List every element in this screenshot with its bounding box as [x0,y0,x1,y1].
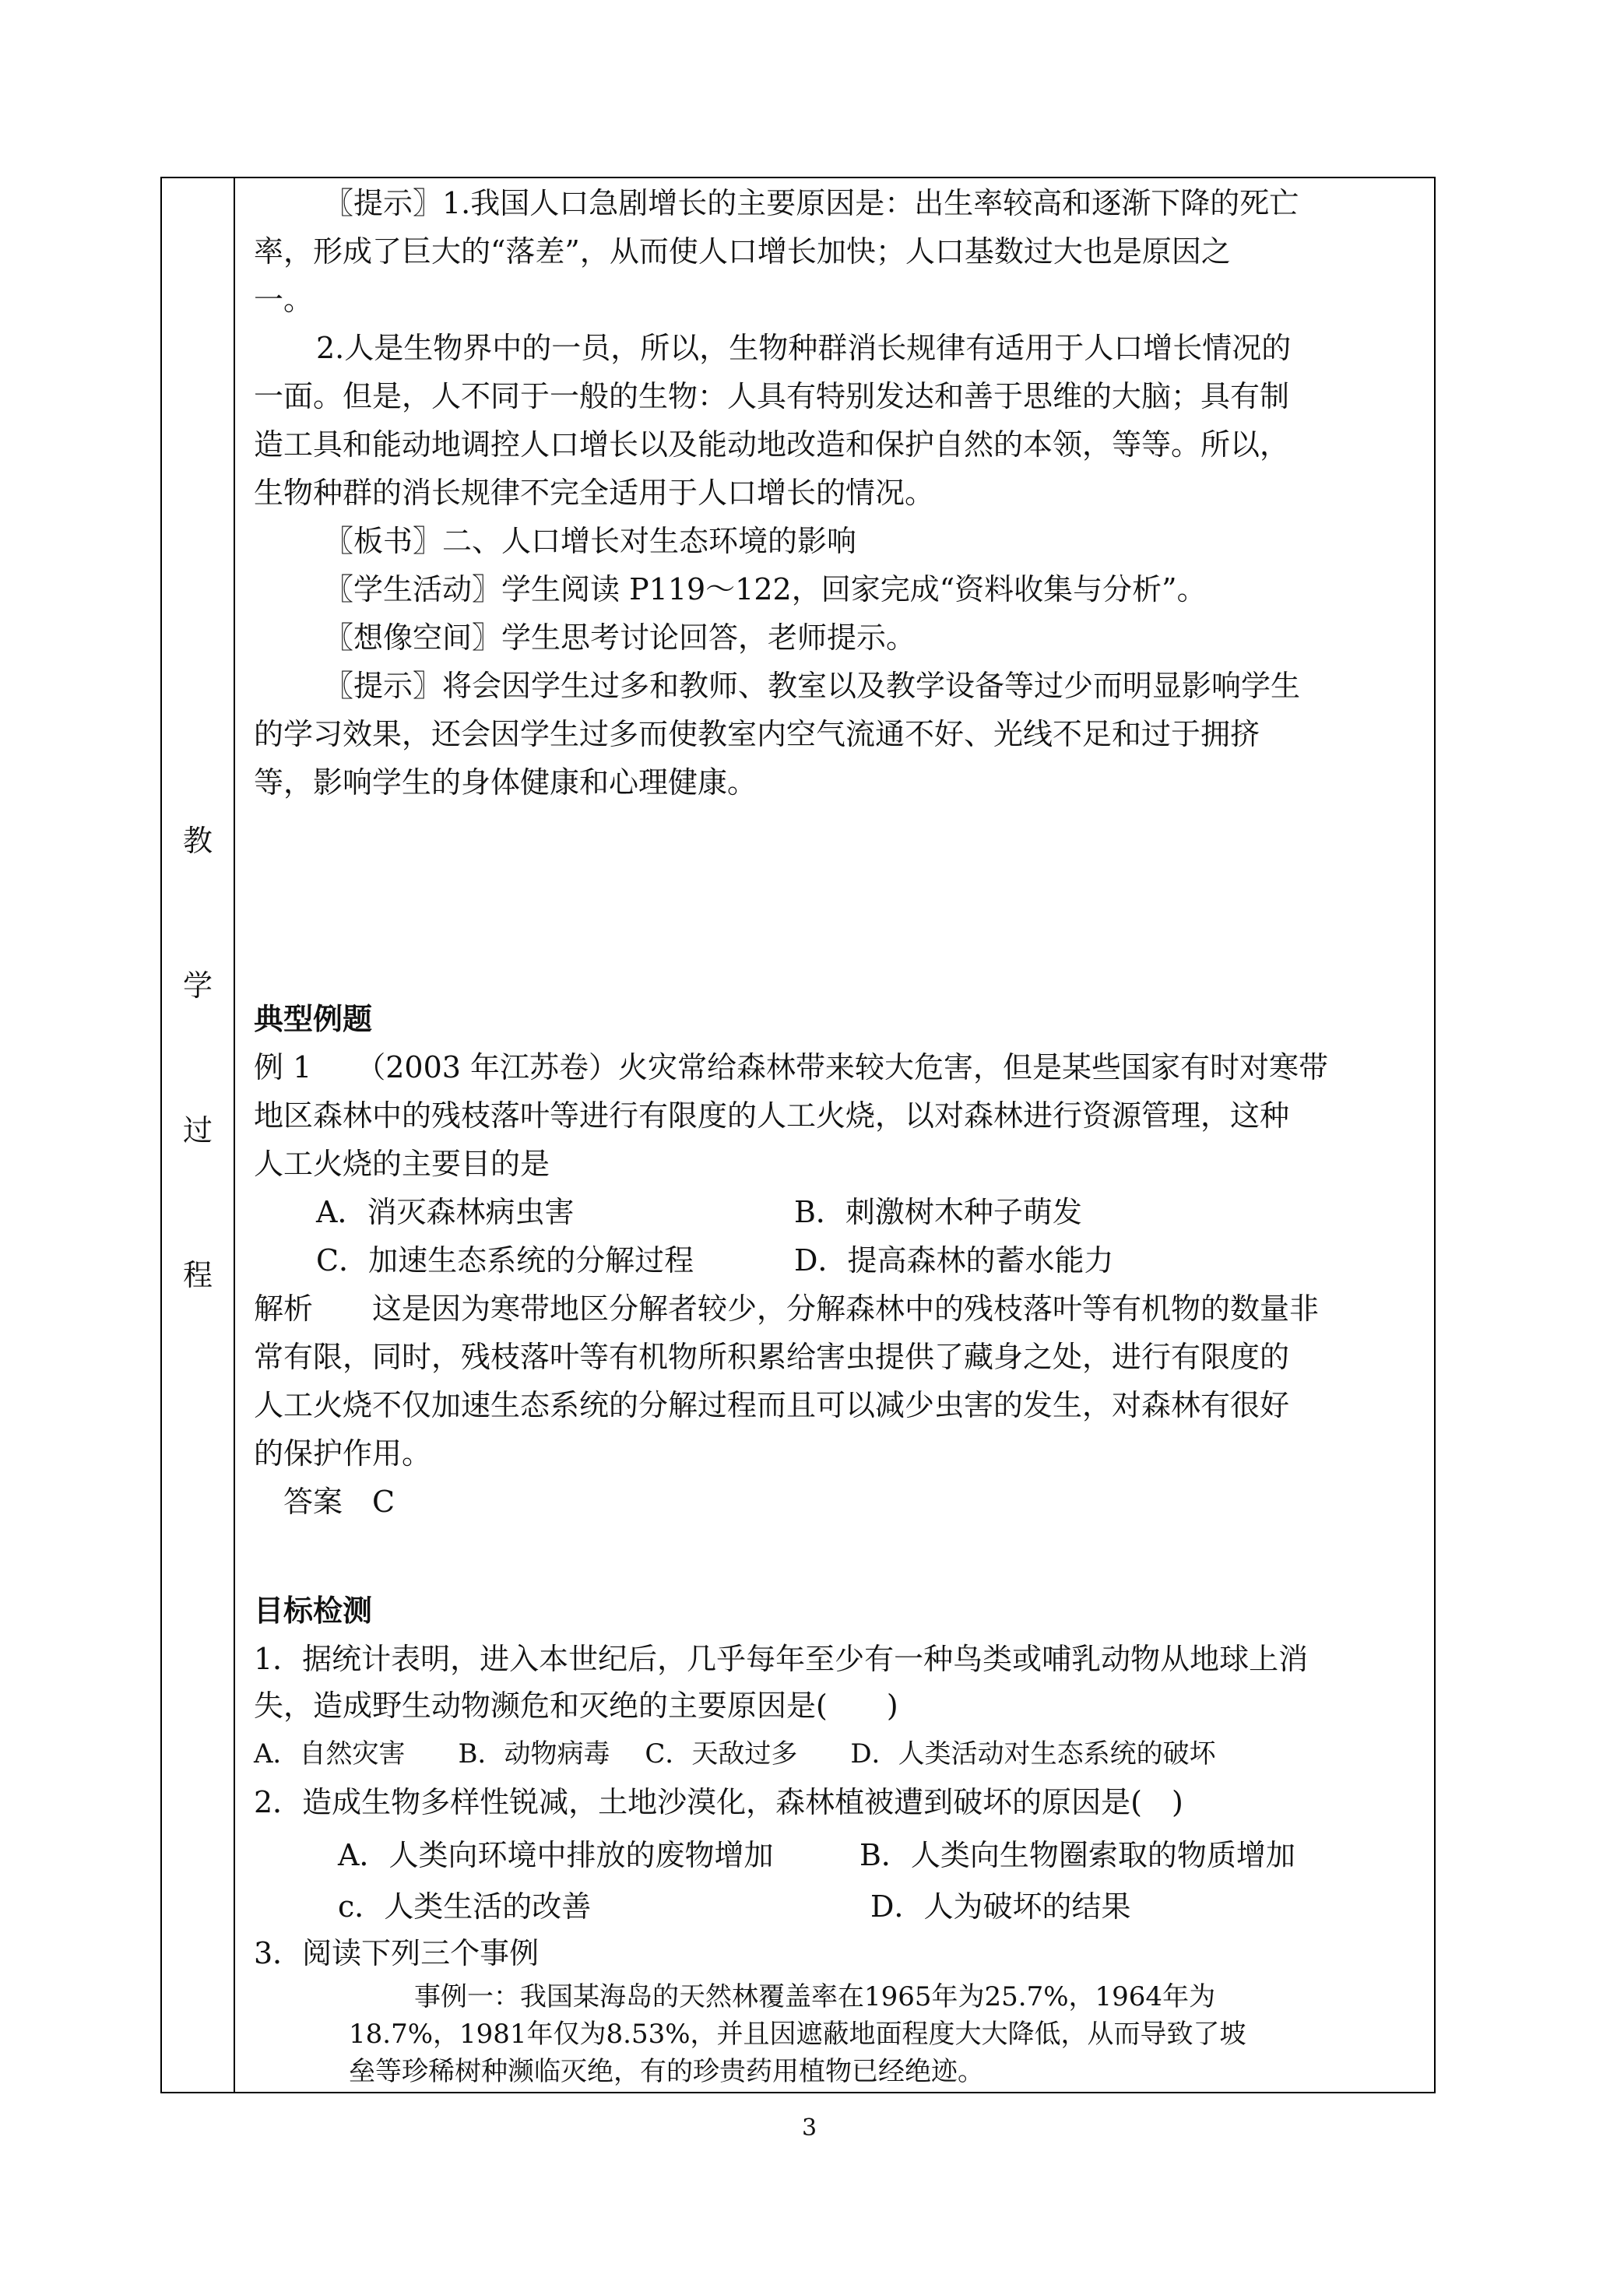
text-line: 〖提示〗将会因学生过多和教师、教室以及教学设备等过少而明显影响学生 [324,669,1301,703]
section-heading: 目标检测 [254,1593,373,1628]
text-line: 解析 这是因为寒带地区分解者较少，分解森林中的残枝落叶等有机物的数量非 [254,1292,1320,1326]
text-line: 人工火烧的主要目的是 [254,1147,550,1181]
text-line: 例 1 （2003 年江苏卷）火灾常给森林带来较大危害，但是某些国家有时对寒带 [254,1050,1329,1084]
option-text: A．自然灾害 B．动物病毒 C．天敌过多 D．人类活动对生态系统的破坏 [254,1738,1216,1770]
text-line: 18.7%，1981年仅为8.53%，并且因遮蔽地面程度大大降低，从而导致了坡 [349,2019,1246,2050]
text-line: 〖提示〗1.我国人口急剧增长的主要原因是：出生率较高和逐渐下降的死亡 [324,186,1299,220]
option-text: A．人类向环境中排放的废物增加 [338,1838,774,1872]
option-text: c．人类生活的改善 [338,1889,592,1924]
text-line: 〖学生活动〗学生阅读 P119～122，回家完成“资料收集与分析”。 [324,572,1207,606]
text-line: 失，造成野生动物濒危和灭绝的主要原因是( ) [254,1689,898,1723]
column-divider [234,178,235,2092]
option-text: D．人为破坏的结果 [870,1889,1131,1924]
side-label-char: 过 [182,1113,213,1148]
text-line: 2．造成生物多样性锐减，土地沙漠化，森林植被遭到破坏的原因是( ) [254,1785,1183,1819]
text-line: 事例一：我国某海岛的天然林覆盖率在1965年为25.7%，1964年为 [414,1981,1216,2012]
text-line: 率，形成了巨大的“落差”，从而使人口增长加快；人口基数过大也是原因之 [254,234,1231,269]
text-line: 〖想像空间〗学生思考讨论回答，老师提示。 [324,620,916,655]
text-line: 1．据统计表明，进入本世纪后，几乎每年至少有一种鸟类或哺乳动物从地球上消 [254,1642,1309,1676]
option-text: B．刺激树木种子萌发 [794,1195,1082,1229]
text-line: 2.人是生物界中的一员，所以，生物种群消长规律有适用于人口增长情况的 [316,331,1292,365]
option-text: B．人类向生物圈索取的物质增加 [859,1838,1295,1872]
text-line: 地区森林中的残枝落叶等进行有限度的人工火烧，以对森林进行资源管理，这种 [254,1098,1290,1133]
text-line: 一。 [254,283,314,317]
text-line: 造工具和能动地调控人口增长以及能动地改造和保护自然的本领，等等。所以， [254,427,1290,462]
page-number: 3 [802,2114,817,2142]
text-line: 〖板书〗二、人口增长对生态环境的影响 [324,524,857,558]
side-label-char: 教 [182,824,213,858]
text-line: 垒等珍稀树种濒临灭绝，有的珍贵药用植物已经绝迹。 [349,2056,984,2087]
option-text: A．消灭森林病虫害 [316,1195,575,1229]
option-text: D．提高森林的蓄水能力 [794,1243,1114,1278]
option-text: C．加速生态系统的分解过程 [316,1243,694,1278]
text-line: 等，影响学生的身体健康和心理健康。 [254,765,758,800]
text-line: 的学习效果，还会因学生过多而使教室内空气流通不好、光线不足和过于拥挤 [254,717,1260,751]
answer-text: 答案 C [283,1485,395,1519]
text-line: 生物种群的消长规律不完全适用于人口增长的情况。 [254,476,935,510]
text-line: 的保护作用。 [254,1436,432,1471]
side-label-char: 程 [182,1258,213,1292]
section-heading: 典型例题 [254,1001,373,1036]
lesson-table [160,177,1436,2093]
text-line: 常有限，同时，残枝落叶等有机物所积累给害虫提供了藏身之处，进行有限度的 [254,1340,1290,1374]
side-label-char: 学 [182,968,213,1003]
text-line: 人工火烧不仅加速生态系统的分解过程而且可以减少虫害的发生，对森林有很好 [254,1388,1290,1422]
text-line: 3．阅读下列三个事例 [254,1936,540,1970]
text-line: 一面。但是，人不同于一般的生物：人具有特别发达和善于思维的大脑；具有制 [254,379,1290,413]
